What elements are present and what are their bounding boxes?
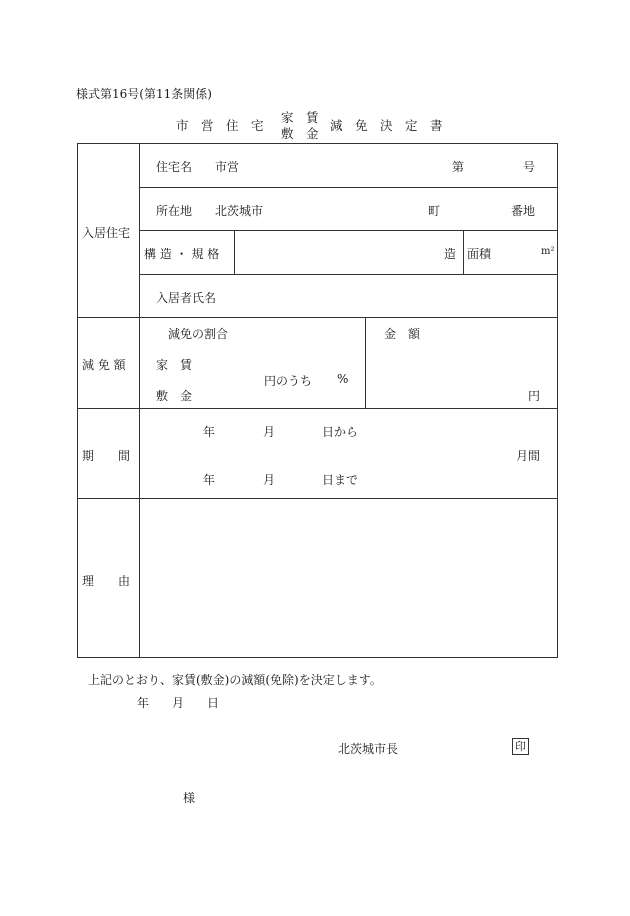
structure-label: 構 造 ・ 規 格: [144, 247, 220, 261]
table-left-border: [77, 143, 78, 658]
section-divider: [77, 498, 558, 499]
title-item-rent: 家 賃: [281, 110, 319, 125]
row-divider: [139, 187, 558, 188]
period-label: 期 間: [82, 449, 131, 463]
seal-mark: 印: [512, 738, 529, 755]
form-number: 様式第16号(第11条関係): [76, 87, 212, 101]
recipient-sama: 様: [183, 791, 196, 805]
section-divider: [77, 317, 558, 318]
period-from-year: 年: [203, 425, 216, 439]
period-to-day: 日まで: [322, 473, 359, 487]
period-from-month: 月: [263, 425, 276, 439]
reduction-ratio-label: 減免の割合: [168, 327, 229, 341]
address-label: 所在地: [156, 204, 193, 218]
residence-label: 入居住宅: [82, 226, 131, 240]
title-suffix: 減 免 決 定 書: [330, 118, 443, 133]
title-item-deposit: 敷 金: [281, 126, 319, 141]
area-label: 面積: [467, 247, 492, 261]
address-machi: 町: [428, 204, 441, 218]
date-day: 日: [207, 696, 220, 710]
housing-gou: 号: [523, 160, 536, 174]
period-from-day: 日から: [322, 425, 359, 439]
period-to-year: 年: [203, 473, 216, 487]
occupant-label: 入居者氏名: [156, 291, 217, 305]
reduction-rent: 家 賃: [156, 358, 193, 372]
structure-divider: [234, 230, 235, 274]
reduction-percent: %: [337, 372, 349, 386]
reduction-amount-label: 金 額: [384, 327, 421, 341]
mayor-title: 北茨城市長: [338, 742, 399, 756]
address-banchi: 番地: [511, 204, 536, 218]
area-divider: [463, 230, 464, 274]
housing-dai: 第: [452, 160, 465, 174]
table-bottom-border: [77, 657, 558, 658]
reduction-label: 減 免 額: [82, 358, 126, 372]
decision-statement: 上記のとおり、家賃(敷金)の減額(免除)を決定します。: [88, 673, 382, 687]
reduction-deposit: 敷 金: [156, 389, 193, 403]
reduction-yen-of: 円のうち: [264, 374, 313, 388]
period-months: 月間: [516, 449, 541, 463]
reduction-yen: 円: [528, 389, 541, 403]
date-year: 年: [137, 696, 150, 710]
housing-name-value: 市営: [215, 160, 240, 174]
period-to-month: 月: [263, 473, 276, 487]
date-month: 月: [172, 696, 185, 710]
label-column-divider: [139, 143, 140, 658]
address-value: 北茨城市: [215, 204, 264, 218]
title-prefix: 市 営 住 宅: [176, 118, 264, 133]
table-right-border: [557, 143, 558, 658]
row-divider: [139, 274, 558, 275]
area-unit: m²: [541, 246, 555, 257]
amount-divider: [365, 317, 366, 408]
structure-zou: 造: [444, 247, 457, 261]
reason-label: 理 由: [82, 574, 131, 588]
housing-name-label: 住宅名: [156, 160, 193, 174]
table-top-border: [77, 143, 558, 144]
row-divider: [139, 230, 558, 231]
section-divider: [77, 408, 558, 409]
